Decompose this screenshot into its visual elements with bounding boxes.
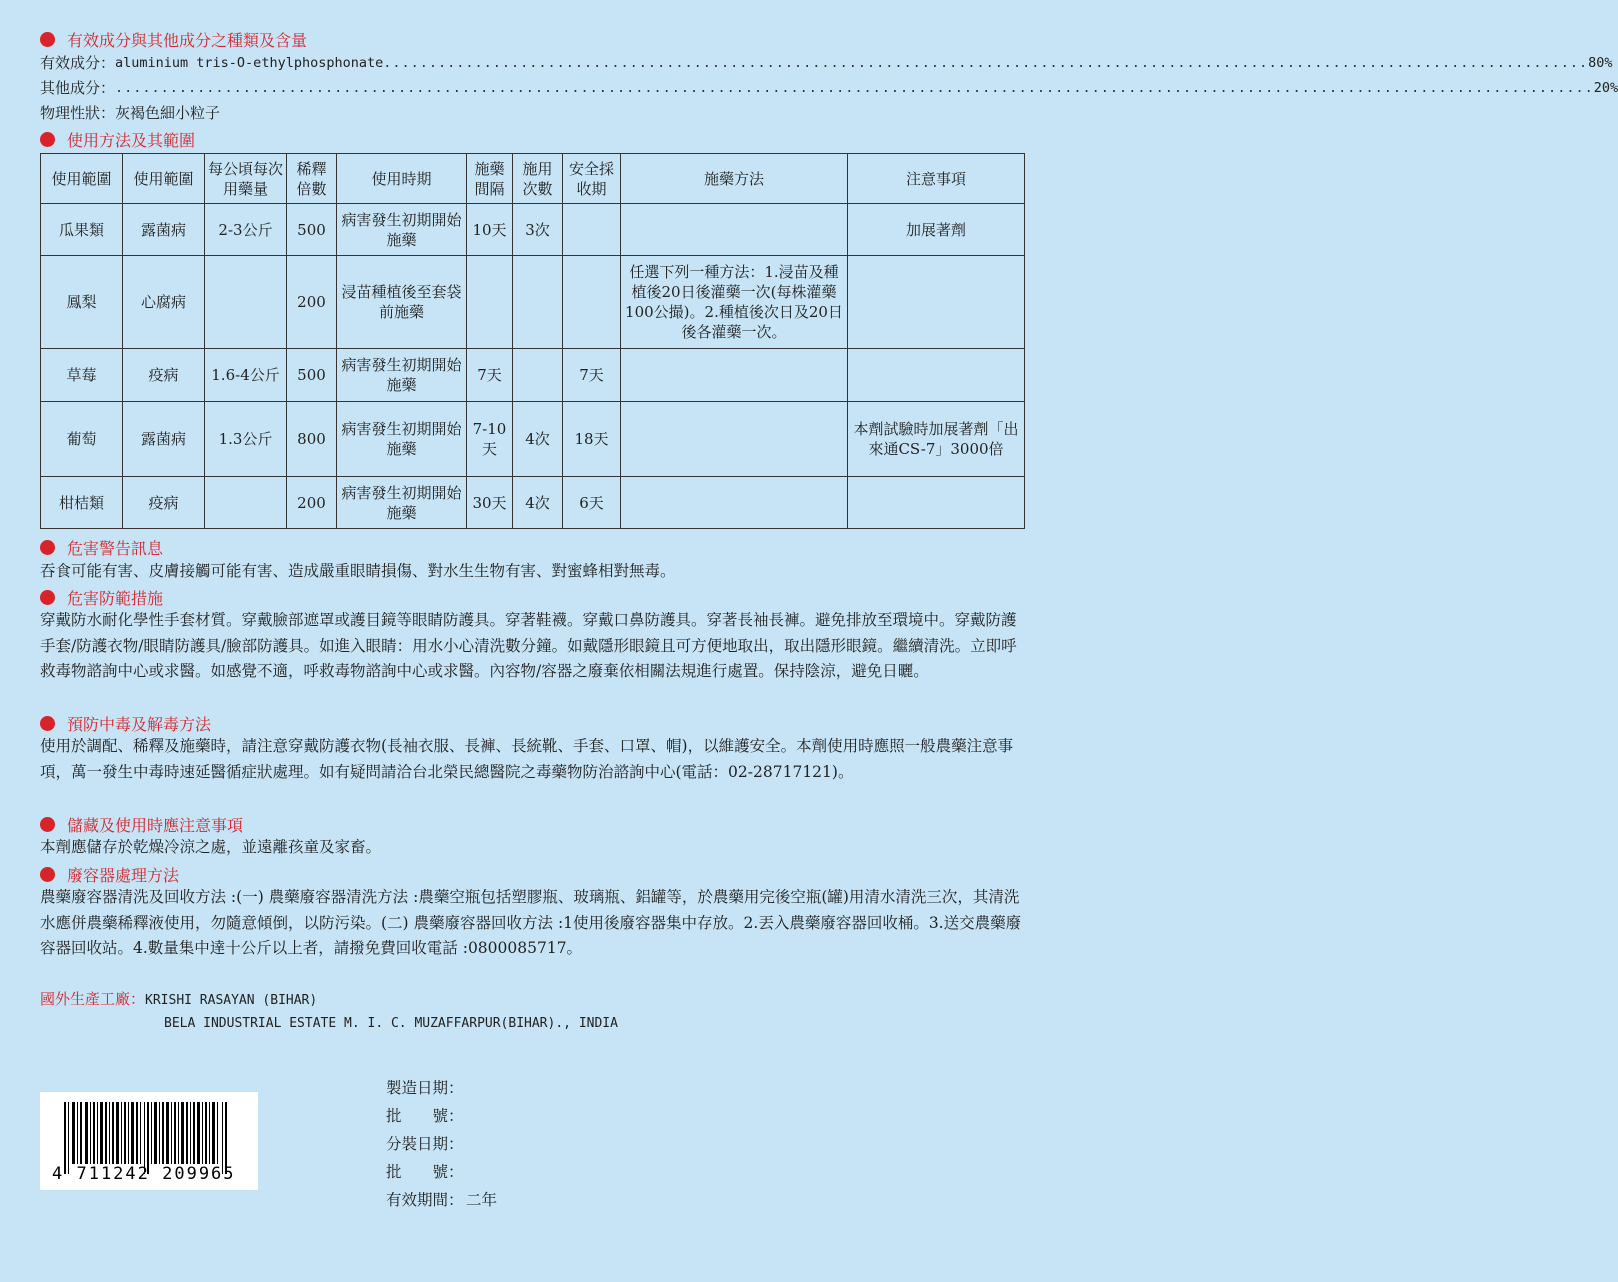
header-cell: 使用範圍 <box>41 154 123 204</box>
factory-name: KRISHI RASAYAN (BIHAR) <box>145 993 318 1008</box>
cell <box>205 477 287 529</box>
cell: 瓜果類 <box>41 204 123 256</box>
section-title: 儲藏及使用時應注意事項 <box>67 816 244 835</box>
cell: 1.3公斤 <box>205 402 287 477</box>
meta-label: 製造日期： <box>386 1079 464 1097</box>
cell: 心腐病 <box>123 256 205 349</box>
other-percentage: 20% <box>1593 80 1618 96</box>
precaution-text: 穿戴防水耐化學性手套材質。穿戴臉部遮罩或護目鏡等眼睛防護具。穿著鞋襪。穿戴口鼻防護具。穿著長袖長褲。避免排放至環境中。穿戴防護手套/防護衣物/眼睛防護具/臉部防護具。如進入眼睛：用水小心清洗數分鐘。如戴隱形眼鏡且可方便地取出，取出隱形眼鏡。繼續清洗。立即呼救毒物諮詢中心或求醫。如感覺不適，呼救毒物諮詢中心或求醫。內容物/容器之廢棄依相關法規進行處置。保持陰涼，避免日曬。 <box>40 611 1017 680</box>
cell: 疫病 <box>123 477 205 529</box>
header-cell: 使用範圍 <box>123 154 205 204</box>
bullet-icon <box>40 716 55 731</box>
cell: 200 <box>287 477 337 529</box>
other-ingredient-row <box>40 78 1618 98</box>
storage-text: 本劑應儲存於乾燥冷涼之處，並遠離孩童及家畜。 <box>40 838 382 856</box>
disposal-text: 農藥廢容器清洗及回收方法 :(一) 農藥廢容器清洗方法 :農藥空瓶包括塑膠瓶、玻璃瓶、鋁罐等，於農藥用完後空瓶(罐)用清水清洗三次，其清洗水應併農藥稀釋液使用，勿隨意傾倒，以防污染。(二) 農藥廢容器回收方法 :1使用後廢容器集中存放。2.丟入農藥廢容器回收桶。3.送交農藥廢容器回收站。4.數量集中達十公斤以上者，請撥免費回收電話 :0800085717。 <box>40 888 1022 957</box>
cell: 病害發生初期開始施藥 <box>337 477 467 529</box>
meta-row <box>386 1074 497 1102</box>
header-cell: 每公頃每次用藥量 <box>205 154 287 204</box>
cell: 10天 <box>467 204 513 256</box>
usage-table <box>40 153 1025 529</box>
meta-label: 分裝日期： <box>386 1135 464 1153</box>
cell <box>848 477 1025 529</box>
cell: 病害發生初期開始施藥 <box>337 204 467 256</box>
barcode <box>40 1092 258 1190</box>
table-row <box>41 477 1025 529</box>
table-header-row <box>41 154 1025 204</box>
section-hazard <box>40 536 163 559</box>
cell: 6天 <box>563 477 621 529</box>
bullet-icon <box>40 540 55 555</box>
section-title: 危害防範措施 <box>67 589 164 608</box>
section-storage <box>40 813 243 836</box>
cell <box>621 349 848 402</box>
cell: 4次 <box>513 477 563 529</box>
meta-label: 有效期間： <box>386 1191 464 1209</box>
cell: 200 <box>287 256 337 349</box>
table-row <box>41 349 1025 402</box>
cell: 任選下列一種方法：1.浸苗及種植後20日後灌藥一次(每株灌藥100公撮)。2.種植後次日及20日後各灌藥一次。 <box>621 256 848 349</box>
cell <box>621 204 848 256</box>
cell <box>205 256 287 349</box>
table-row <box>41 256 1025 349</box>
cell <box>513 349 563 402</box>
cell <box>563 204 621 256</box>
meta-row <box>386 1186 497 1214</box>
cell <box>621 402 848 477</box>
factory-info <box>40 988 618 1035</box>
leader-dots: .................................................................................................................................... <box>383 55 1589 71</box>
header-cell: 施用次數 <box>513 154 563 204</box>
cell: 500 <box>287 349 337 402</box>
active-percentage: 80% <box>1588 55 1613 71</box>
cell: 800 <box>287 402 337 477</box>
cell <box>848 256 1025 349</box>
cell: 鳳梨 <box>41 256 123 349</box>
cell: 500 <box>287 204 337 256</box>
cell: 3次 <box>513 204 563 256</box>
table-row <box>41 402 1025 477</box>
leader-dots: .................................................................................................................................................................. <box>115 80 1594 96</box>
bullet-icon <box>40 817 55 832</box>
meta-row <box>386 1102 497 1130</box>
bullet-icon <box>40 32 55 47</box>
bullet-icon <box>40 590 55 605</box>
bullet-icon <box>40 867 55 882</box>
other-label: 其他成分： <box>40 79 116 97</box>
production-info <box>386 1074 497 1214</box>
section-precaution <box>40 586 163 609</box>
section-title: 有效成分與其他成分之種類及含量 <box>67 31 308 50</box>
cell: 露菌病 <box>123 204 205 256</box>
section-usage <box>40 128 195 151</box>
cell: 30天 <box>467 477 513 529</box>
section-title: 預防中毒及解毒方法 <box>67 715 212 734</box>
cell: 18天 <box>563 402 621 477</box>
cell: 7-10天 <box>467 402 513 477</box>
section-poison <box>40 712 211 735</box>
factory-label: 國外生產工廠： <box>40 990 146 1008</box>
section-title: 使用方法及其範圍 <box>67 131 196 150</box>
cell: 本劑試驗時加展著劑「出來通CS-7」3000倍 <box>848 402 1025 477</box>
section-title: 廢容器處理方法 <box>67 866 180 885</box>
cell <box>467 256 513 349</box>
cell: 浸苗種植後至套袋前施藥 <box>337 256 467 349</box>
section-disposal <box>40 863 179 886</box>
header-cell: 安全採收期 <box>563 154 621 204</box>
cell: 疫病 <box>123 349 205 402</box>
active-label: 有效成分： <box>40 54 116 72</box>
header-cell: 稀釋倍數 <box>287 154 337 204</box>
cell: 7天 <box>467 349 513 402</box>
cell: 柑桔類 <box>41 477 123 529</box>
cell: 病害發生初期開始施藥 <box>337 349 467 402</box>
meta-value: 二年 <box>466 1191 498 1209</box>
cell <box>621 477 848 529</box>
factory-address: BELA INDUSTRIAL ESTATE M. I. C. MUZAFFARPUR(BIHAR)., INDIA <box>164 1016 618 1031</box>
hazard-text: 吞食可能有害、皮膚接觸可能有害、造成嚴重眼睛損傷、對水生生物有害、對蜜蜂相對無毒。 <box>40 562 676 580</box>
cell <box>848 349 1025 402</box>
header-cell: 使用時期 <box>337 154 467 204</box>
header-cell: 施藥間隔 <box>467 154 513 204</box>
cell: 1.6-4公斤 <box>205 349 287 402</box>
table-row <box>41 204 1025 256</box>
barcode-number: 4 711242 209965 <box>52 1164 236 1184</box>
cell: 4次 <box>513 402 563 477</box>
bullet-icon <box>40 132 55 147</box>
cell: 露菌病 <box>123 402 205 477</box>
cell: 加展著劑 <box>848 204 1025 256</box>
cell: 2-3公斤 <box>205 204 287 256</box>
cell <box>513 256 563 349</box>
active-ingredient-row <box>40 53 1613 73</box>
cell: 葡萄 <box>41 402 123 477</box>
header-cell: 施藥方法 <box>621 154 848 204</box>
meta-label: 批 號： <box>386 1163 464 1181</box>
meta-row <box>386 1158 497 1186</box>
header-cell: 注意事項 <box>848 154 1025 204</box>
cell: 病害發生初期開始施藥 <box>337 402 467 477</box>
meta-row <box>386 1130 497 1158</box>
section-ingredients <box>40 28 307 51</box>
cell <box>563 256 621 349</box>
meta-label: 批 號： <box>386 1107 464 1125</box>
active-name: aluminium tris-O-ethylphosphonate <box>115 55 384 71</box>
cell: 草莓 <box>41 349 123 402</box>
poison-text: 使用於調配、稀釋及施藥時，請注意穿戴防護衣物(長袖衣服、長褲、長統靴、手套、口罩、帽)，以維護安全。本劑使用時應照一般農藥注意事項，萬一發生中毒時速延醫循症狀處理。如有疑問請洽台北榮民總醫院之毒藥物防治諮詢中心(電話：02-28717121)。 <box>40 737 1014 781</box>
cell: 7天 <box>563 349 621 402</box>
section-title: 危害警告訊息 <box>67 539 164 558</box>
physical-state: 物理性狀：灰褐色細小粒子 <box>40 104 221 122</box>
